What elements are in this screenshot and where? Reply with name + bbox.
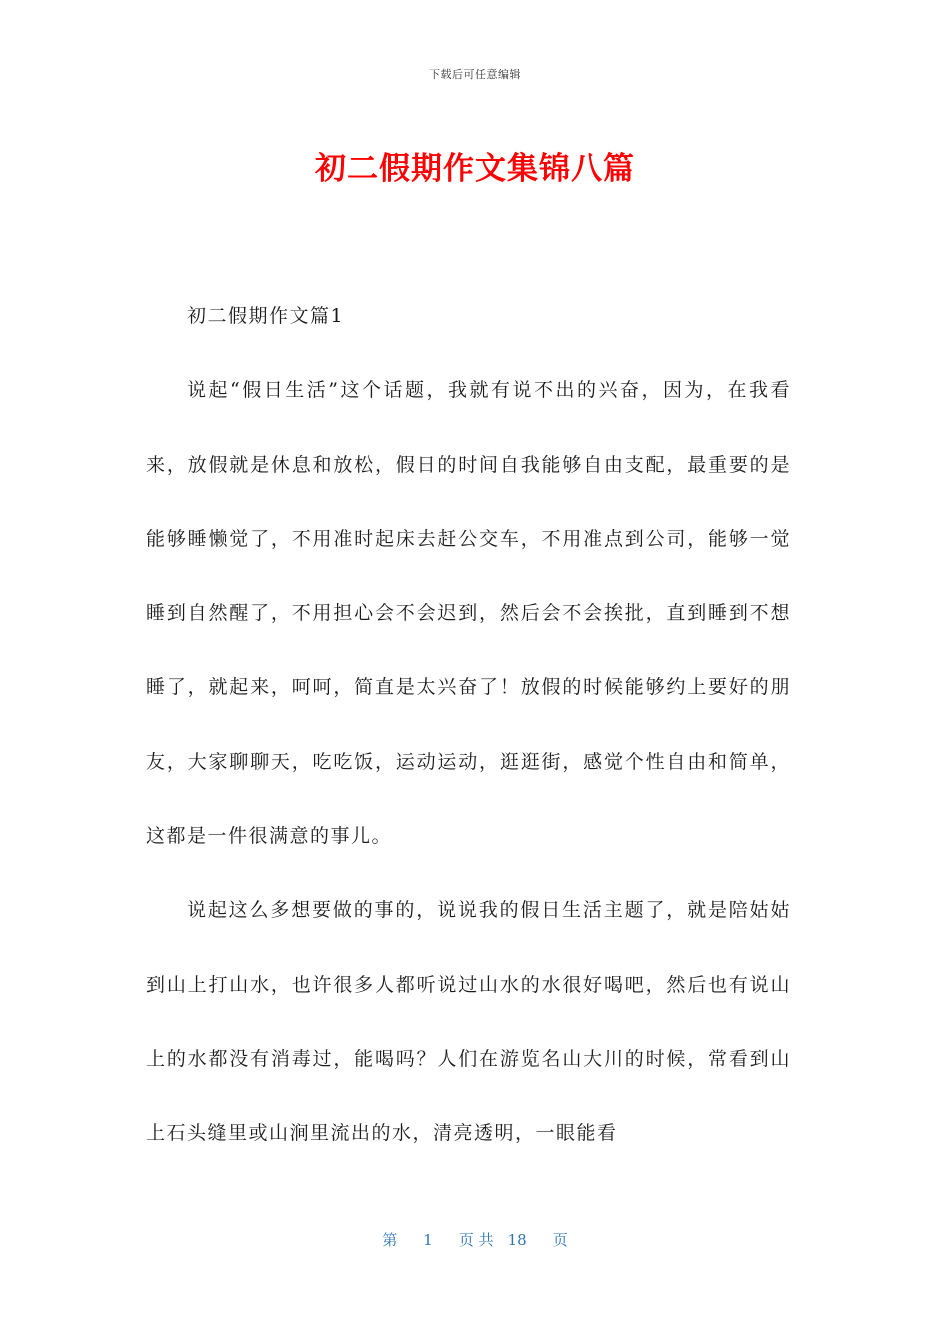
paragraph: 说起这么多想要做的事的，说说我的假日生活主题了，就是陪姑姑到山上打山水，也许很多人都听说过山水的水很好喝吧，然后也有说山上的水都没有消毒过，能喝吗？人们在游览名山大川的时候，常看到山上石头缝里或山涧里流出的水，清亮透明，一眼能看 xyxy=(146,899,791,1145)
page-suffix: 页 xyxy=(552,1231,568,1249)
paragraph: 说起“假日生活”这个话题，我就有说不出的兴奋，因为，在我看来，放假就是休息和放松，假日的时间自我能够自由支配，最重要的是能够睡懒觉了，不用准时起床去赶公交车，不用准点到公司，能够一觉睡到自然醒了，不用担心会不会迟到，然后会不会挨批，直到睡到不想睡了，就起来，呵呵，简直是太兴奋了！放假的时候能够约上要好的朋友，大家聊聊天，吃吃饭，运动运动，逛逛街，感觉个性自由和简单，这都是一件很满意的事儿。 xyxy=(146,379,791,848)
page-prefix: 第 xyxy=(382,1231,398,1249)
current-page-number: 1 xyxy=(423,1231,433,1249)
section-heading: 初二假期作文篇1 xyxy=(187,305,345,327)
document-body xyxy=(146,279,791,1171)
total-pages-number: 18 xyxy=(507,1231,527,1249)
page-footer xyxy=(0,1229,950,1250)
document-title: 初二假期作文集锦八篇 xyxy=(315,151,635,187)
page-mid-text: 页 共 xyxy=(458,1231,494,1249)
header-note: 下载后可任意编辑 xyxy=(429,68,521,81)
